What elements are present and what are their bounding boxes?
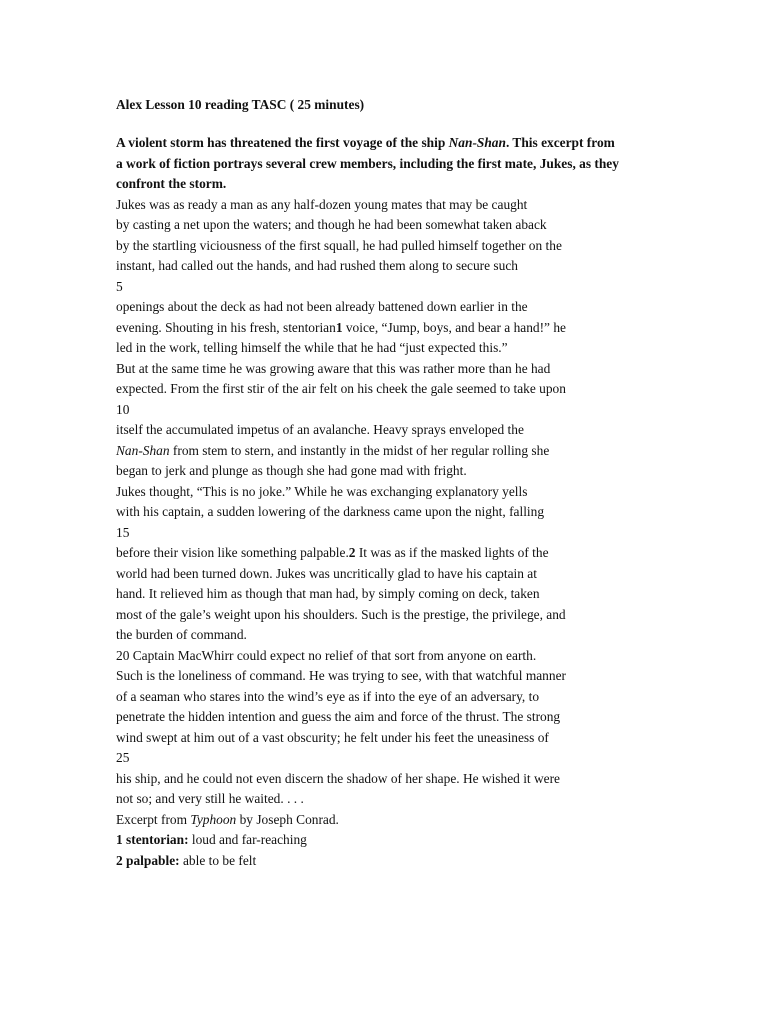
text-segment: evening. Shouting in his fresh, stentorian [116, 319, 336, 335]
text-segment: from stem to stern, and instantly in the midst of her regular rolling she [169, 442, 550, 458]
text-line [116, 748, 736, 769]
text-line [116, 523, 736, 544]
text-segment: confront the storm. [116, 176, 227, 191]
intro-paragraph [116, 133, 736, 195]
text-segment: led in the work, telling himself the while that he had “just expected this.” [116, 340, 508, 355]
text-line [116, 851, 736, 872]
text-line [116, 359, 736, 380]
text-line [116, 441, 736, 462]
text-line [116, 810, 736, 831]
text-line [116, 400, 736, 421]
text-line [116, 584, 736, 605]
text-segment: by the startling viciousness of the first squall, he had pulled himself together on the [116, 237, 562, 253]
text-line [116, 543, 736, 564]
text-line [116, 236, 736, 257]
text-line [116, 789, 736, 810]
text-segment: of a seaman who stares into the wind’s eye as if into the eye of an adversary, to [116, 688, 540, 704]
text-segment: Jukes thought, “This is no joke.” While he was exchanging explanatory yells [116, 483, 528, 499]
text-segment: by Joseph Conrad. [236, 811, 339, 827]
text-segment: 10 [116, 401, 130, 417]
text-line [116, 502, 736, 523]
text-segment: 5 [116, 278, 123, 294]
document-title: Alex Lesson 10 reading TASC ( 25 minutes) [116, 97, 365, 112]
text-segment: 15 [116, 524, 130, 540]
text-line [116, 420, 736, 441]
text-segment: most of the gale’s weight upon his shoulders. Such is the prestige, the privilege, and [116, 606, 566, 622]
text-segment: Typhoon [190, 811, 237, 827]
text-segment: 20 Captain MacWhirr could expect no relief of that sort from anyone on earth. [116, 647, 537, 663]
text-segment: not so; and very still he waited. . . . [116, 791, 304, 806]
text-line [116, 195, 736, 216]
text-segment: Nan-Shan [448, 135, 506, 150]
text-line [116, 318, 736, 339]
text-line [116, 605, 736, 626]
text-line [116, 379, 736, 400]
text-line [116, 625, 736, 646]
text-line [116, 482, 736, 503]
intro-line [116, 133, 736, 154]
text-line [116, 461, 736, 482]
excerpt-text [116, 195, 736, 872]
text-segment: 2 [348, 545, 356, 560]
text-line [116, 338, 736, 359]
text-segment: 2 palpable: [116, 852, 180, 868]
text-segment: voice, “Jump, boys, and bear a hand!” he [342, 319, 566, 335]
text-segment: Excerpt from [116, 811, 191, 827]
text-segment: Nan-Shan [116, 442, 170, 458]
document-page [116, 96, 736, 871]
text-segment: . This excerpt from [505, 135, 615, 150]
text-segment: But at the same time he was growing aware that this was rather more than he had [116, 360, 551, 376]
text-segment: wind swept at him out of a vast obscurity; he felt under his feet the uneasiness of [116, 729, 549, 745]
text-segment: 1 [335, 319, 343, 335]
text-line [116, 564, 736, 585]
text-segment: with his captain, a sudden lowering of the darkness came upon the night, falling [116, 504, 545, 519]
text-line [116, 215, 736, 236]
text-segment: world had been turned down. Jukes was uncritically glad to have his captain at [116, 565, 537, 581]
text-segment: by casting a net upon the waters; and though he had been somewhat taken aback [116, 217, 547, 232]
text-segment: openings about the deck as had not been already battened down earlier in the [116, 299, 528, 314]
intro-line [116, 154, 736, 175]
text-segment: expected. From the first stir of the air felt on his cheek the gale seemed to take upon [116, 381, 566, 396]
text-segment: penetrate the hidden intention and guess the aim and force of the thrust. The strong [116, 709, 561, 724]
text-segment: loud and far-reaching [188, 832, 307, 847]
text-segment: hand. It relieved him as though that man had, by simply coming on deck, taken [116, 586, 540, 601]
text-segment: 1 stentorian: [116, 832, 189, 847]
text-line [116, 256, 736, 277]
text-segment: his ship, and he could not even discern the shadow of her shape. He wished it were [116, 770, 561, 786]
text-segment: able to be felt [179, 852, 257, 868]
text-line [116, 830, 736, 851]
text-segment: before their vision like something palpable. [116, 545, 349, 560]
text-segment: began to jerk and plunge as though she had gone mad with fright. [116, 463, 467, 478]
text-segment: a work of fiction portrays several crew members, including the first mate, Jukes, as they [116, 155, 619, 171]
text-segment: It was as if the masked lights of the [355, 545, 549, 560]
text-segment: instant, had called out the hands, and had rushed them along to secure such [116, 258, 518, 273]
text-line [116, 646, 736, 667]
text-line [116, 277, 736, 298]
text-segment: A violent storm has threatened the first voyage of the ship [116, 135, 449, 150]
text-line [116, 769, 736, 790]
intro-line [116, 174, 736, 195]
text-segment: Such is the loneliness of command. He was trying to see, with that watchful manner [116, 668, 566, 683]
text-segment: Jukes was as ready a man as any half-dozen young mates that may be caught [116, 196, 528, 212]
text-segment: 25 [116, 750, 130, 765]
text-segment: itself the accumulated impetus of an avalanche. Heavy sprays enveloped the [116, 422, 524, 437]
text-line [116, 728, 736, 749]
text-line [116, 666, 736, 687]
text-line [116, 297, 736, 318]
text-line [116, 687, 736, 708]
text-line [116, 707, 736, 728]
text-segment: the burden of command. [116, 627, 247, 642]
